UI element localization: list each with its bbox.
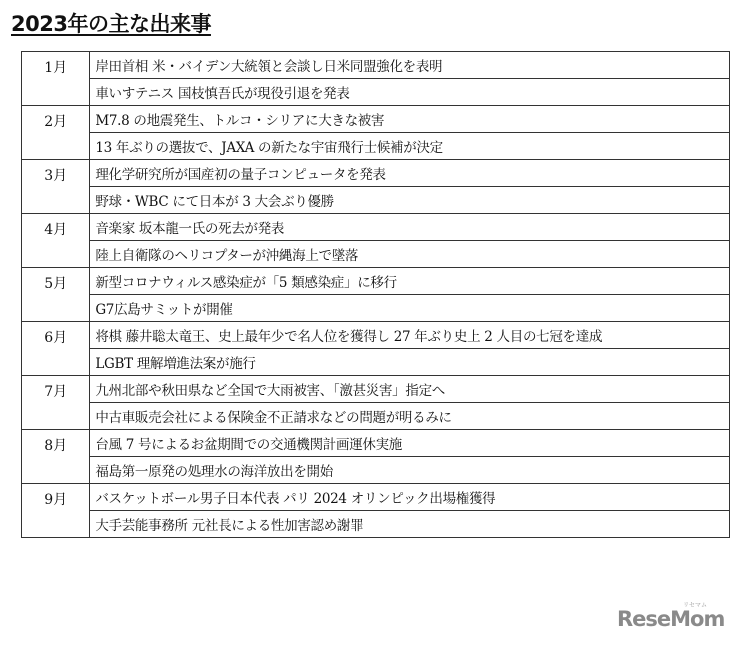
month-cell: 6月 bbox=[22, 322, 90, 376]
table-row bbox=[22, 403, 730, 430]
month-cell: 7月 bbox=[22, 376, 90, 430]
month-cell: 1月 bbox=[22, 52, 90, 106]
month-cell: 5月 bbox=[22, 268, 90, 322]
table-row bbox=[22, 295, 730, 322]
event-cell: 陸上自衛隊のヘリコプターが沖縄海上で墜落 bbox=[90, 241, 730, 268]
events-table-body bbox=[22, 52, 730, 538]
event-cell: 将棋 藤井聡太竜王、史上最年少で名人位を獲得し 27 年ぶり史上 2 人目の七冠を達成 bbox=[90, 322, 730, 349]
event-cell: バスケットボール男子日本代表 パリ 2024 オリンピック出場権獲得 bbox=[90, 484, 730, 511]
logo-tagline: リセマム bbox=[683, 602, 707, 609]
event-cell: 岸田首相 米・バイデン大統領と会談し日米同盟強化を表明 bbox=[90, 52, 730, 79]
event-cell: 中古車販売会社による保険金不正請求などの問題が明るみに bbox=[90, 403, 730, 430]
table-row bbox=[22, 349, 730, 376]
event-cell: 新型コロナウィルス感染症が「5 類感染症」に移行 bbox=[90, 268, 730, 295]
events-table bbox=[21, 51, 730, 538]
table-row bbox=[22, 457, 730, 484]
table-row bbox=[22, 79, 730, 106]
table-row bbox=[22, 268, 730, 295]
event-cell: 13 年ぶりの選抜で、JAXA の新たな宇宙飛行士候補が決定 bbox=[90, 133, 730, 160]
event-cell: M7.8 の地震発生、トルコ・シリアに大きな被害 bbox=[90, 106, 730, 133]
table-row bbox=[22, 214, 730, 241]
resemom-logo: ReseMom bbox=[617, 607, 725, 631]
page-title: 2023年の主な出来事 bbox=[11, 12, 211, 36]
table-row bbox=[22, 133, 730, 160]
month-cell: 2月 bbox=[22, 106, 90, 160]
event-cell: 車いすテニス 国枝慎吾氏が現役引退を発表 bbox=[90, 79, 730, 106]
event-cell: 九州北部や秋田県など全国で大雨被害、「激甚災害」指定へ bbox=[90, 376, 730, 403]
table-row bbox=[22, 160, 730, 187]
month-cell: 4月 bbox=[22, 214, 90, 268]
table-row bbox=[22, 106, 730, 133]
event-cell: 理化学研究所が国産初の量子コンピュータを発表 bbox=[90, 160, 730, 187]
event-cell: LGBT 理解増進法案が施行 bbox=[90, 349, 730, 376]
event-cell: 野球・WBC にて日本が 3 大会ぶり優勝 bbox=[90, 187, 730, 214]
table-row bbox=[22, 52, 730, 79]
month-cell: 9月 bbox=[22, 484, 90, 538]
month-cell: 8月 bbox=[22, 430, 90, 484]
month-cell: 3月 bbox=[22, 160, 90, 214]
event-cell: G7広島サミットが開催 bbox=[90, 295, 730, 322]
table-row bbox=[22, 430, 730, 457]
table-row bbox=[22, 511, 730, 538]
table-row bbox=[22, 322, 730, 349]
table-row bbox=[22, 187, 730, 214]
event-cell: 福島第一原発の処理水の海洋放出を開始 bbox=[90, 457, 730, 484]
event-cell: 大手芸能事務所 元社長による性加害認め謝罪 bbox=[90, 511, 730, 538]
table-row bbox=[22, 484, 730, 511]
event-cell: 音楽家 坂本龍一氏の死去が発表 bbox=[90, 214, 730, 241]
table-row bbox=[22, 376, 730, 403]
event-cell: 台風 7 号によるお盆期間での交通機関計画運休実施 bbox=[90, 430, 730, 457]
table-row bbox=[22, 241, 730, 268]
